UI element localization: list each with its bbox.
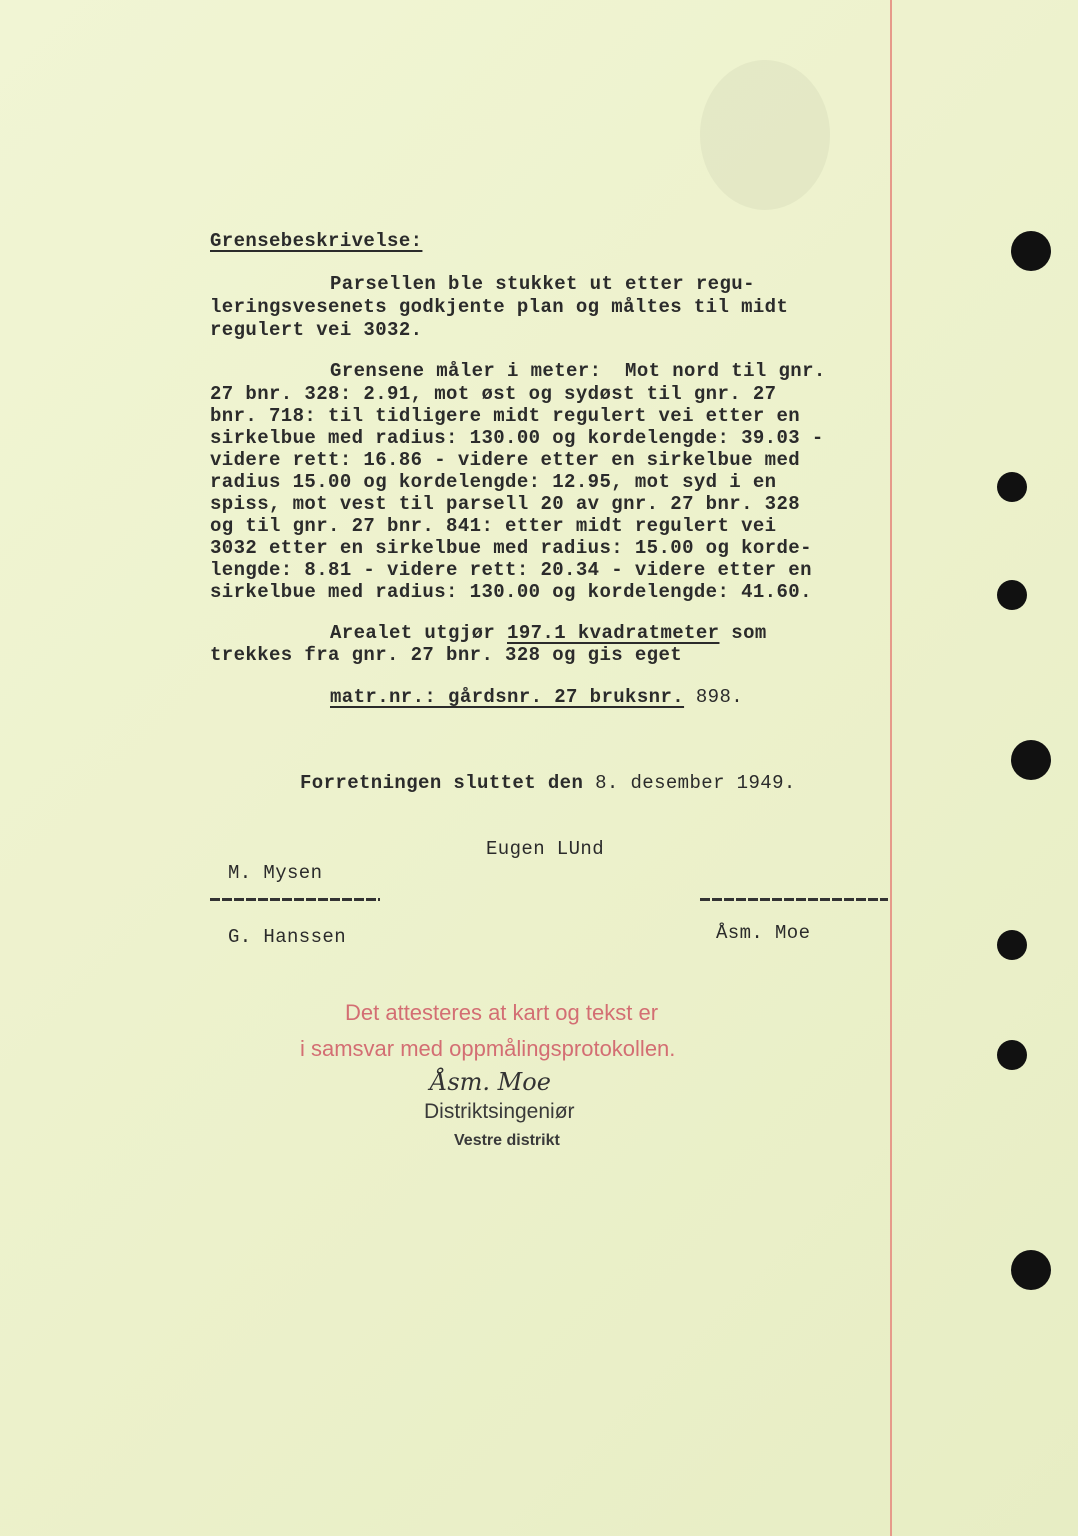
para2-line: sirkelbue med radius: 130.00 og kordelengde: 39.03 - xyxy=(210,427,824,449)
para2-line: Grensene måler i meter: Mot nord til gnr. xyxy=(330,360,826,382)
para1-line: Parsellen ble stukket ut etter regu- xyxy=(330,273,755,295)
margin-rule xyxy=(890,0,892,1536)
para1-line: regulert vei 3032. xyxy=(210,319,423,341)
para2-line: 27 bnr. 328: 2.91, mot øst og sydøst til gnr. 27 xyxy=(210,383,777,405)
punch-hole xyxy=(997,1040,1027,1070)
area-value: 197.1 kvadratmeter xyxy=(507,622,720,644)
closing-line xyxy=(300,772,796,794)
signature-asm-moe: Åsm. Moe xyxy=(716,922,811,944)
handwritten-signature: Åsm. Moe xyxy=(430,1068,551,1096)
closing-text: Forretningen sluttet den xyxy=(300,772,584,794)
area-prefix: Arealet utgjør xyxy=(330,622,508,644)
area-line2: trekkes fra gnr. 27 bnr. 328 og gis eget xyxy=(210,644,683,666)
para2-line: spiss, mot vest til parsell 20 av gnr. 27 bnr. 328 xyxy=(210,493,801,515)
signature-g-hanssen: G. Hanssen xyxy=(228,926,347,948)
stamp-line1: Det attesteres at kart og tekst er xyxy=(345,1000,659,1025)
punch-hole xyxy=(997,472,1027,502)
stamp-title: Distriktsingeniør xyxy=(424,1100,575,1123)
punch-hole xyxy=(997,930,1027,960)
matr-line xyxy=(330,686,743,708)
stamp-district: Vestre distrikt xyxy=(454,1132,560,1149)
punch-hole xyxy=(1011,740,1051,780)
bleed-through-seal xyxy=(700,60,830,210)
para2-line: lengde: 8.81 - videre rett: 20.34 - videre etter en xyxy=(210,559,812,581)
para2-line: videre rett: 16.86 - videre etter en sirkelbue med xyxy=(210,449,801,471)
signature-line-left xyxy=(210,898,380,901)
para1-line: leringsvesenets godkjente plan og måltes til midt xyxy=(210,296,789,318)
matr-number: 898. xyxy=(695,686,744,708)
signature-m-mysen: M. Mysen xyxy=(228,862,323,884)
para2-line: bnr. 718: til tidligere midt regulert vei etter en xyxy=(210,405,801,427)
stamp-line2: i samsvar med oppmålingsprotokollen. xyxy=(300,1036,676,1061)
area-suffix: som xyxy=(719,622,767,644)
punch-hole xyxy=(1011,231,1051,271)
punch-hole xyxy=(1011,1250,1051,1290)
para2-line: radius 15.00 og kordelengde: 12.95, mot syd i en xyxy=(210,471,777,493)
para2-line: sirkelbue med radius: 130.00 og kordelengde: 41.60. xyxy=(210,581,812,603)
matr-label: matr.nr.: gårdsnr. 27 bruksnr. xyxy=(330,686,685,708)
para2-line: 3032 etter en sirkelbue med radius: 15.00 og korde- xyxy=(210,537,812,559)
area-line xyxy=(330,622,767,644)
signature-line-right xyxy=(700,898,888,901)
signature-eugen-lund: Eugen LUnd xyxy=(486,838,605,860)
para2-line: og til gnr. 27 bnr. 841: etter midt regulert vei xyxy=(210,515,777,537)
closing-date: 8. desember 1949. xyxy=(595,772,796,794)
punch-hole xyxy=(997,580,1027,610)
heading: Grensebeskrivelse: xyxy=(210,230,423,252)
